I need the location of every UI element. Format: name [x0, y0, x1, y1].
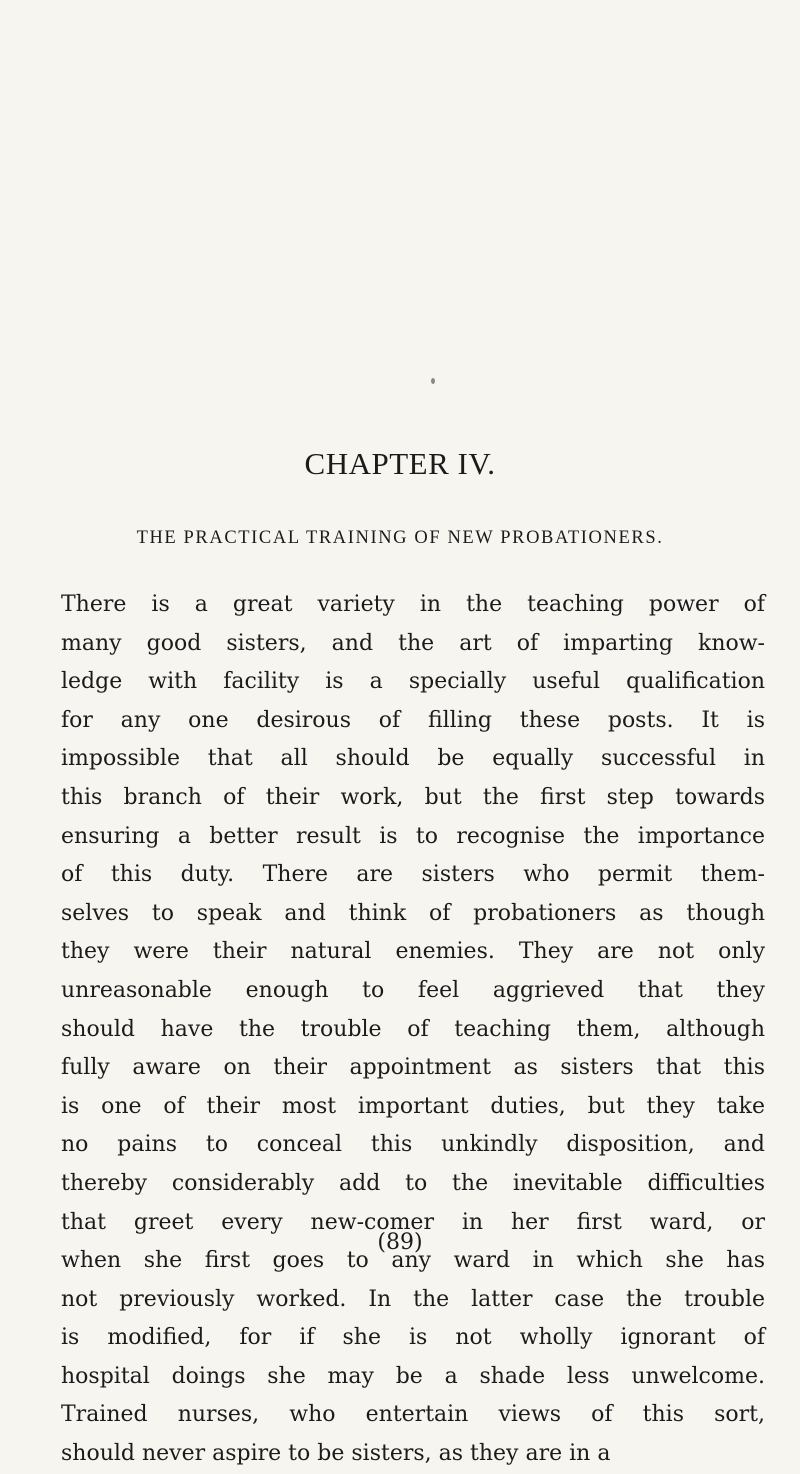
paper-speck — [431, 378, 435, 384]
text-line: of this duty. There are sisters who permit them- — [61, 862, 765, 888]
text-line: this branch of their work, but the first step towards — [61, 784, 765, 810]
text-line: impossible that all should be equally successful in — [61, 746, 765, 772]
text-line: when she first goes to any ward in which she has — [61, 1248, 765, 1274]
chapter-subtitle: THE PRACTICAL TRAINING OF NEW PROBATIONERS. — [136, 528, 664, 548]
text-line: Trained nurses, who entertain views of this sort, — [61, 1402, 765, 1428]
text-line: ledge with facility is a specially useful qualification — [61, 669, 765, 695]
text-line: is modified, for if she is not wholly ignorant of — [61, 1325, 765, 1351]
text-line: unreasonable enough to feel aggrieved that they — [61, 977, 765, 1003]
text-line: they were their natural enemies. They are not only — [61, 939, 765, 965]
text-line: hospital doings she may be a shade less unwelcome. — [61, 1363, 765, 1389]
text-line: many good sisters, and the art of imparting know- — [61, 630, 765, 656]
text-line: selves to speak and think of probationers as though — [61, 900, 765, 926]
text-line: There is a great variety in the teaching power of — [61, 592, 765, 617]
text-line: not previously worked. In the latter case the trouble — [61, 1286, 765, 1312]
text-line: is one of their most important duties, but they take — [61, 1093, 765, 1119]
text-line: that greet every new-comer in her first ward, or — [61, 1209, 765, 1235]
text-line: thereby considerably add to the inevitable difficulties — [61, 1170, 765, 1196]
body-text — [61, 586, 765, 1474]
page-number: (89) — [377, 1230, 423, 1255]
chapter-title: CHAPTER IV. — [304, 446, 496, 481]
text-line: ensuring a better result is to recognise the importance — [61, 823, 765, 849]
text-line: should never aspire to be sisters, as they are in a — [61, 1441, 611, 1467]
text-line: for any one desirous of filling these posts. It is — [61, 707, 765, 733]
text-line: should have the trouble of teaching them, although — [61, 1016, 765, 1042]
text-line: fully aware on their appointment as sisters that this — [61, 1055, 765, 1081]
text-line: no pains to conceal this unkindly disposition, and — [61, 1132, 765, 1158]
